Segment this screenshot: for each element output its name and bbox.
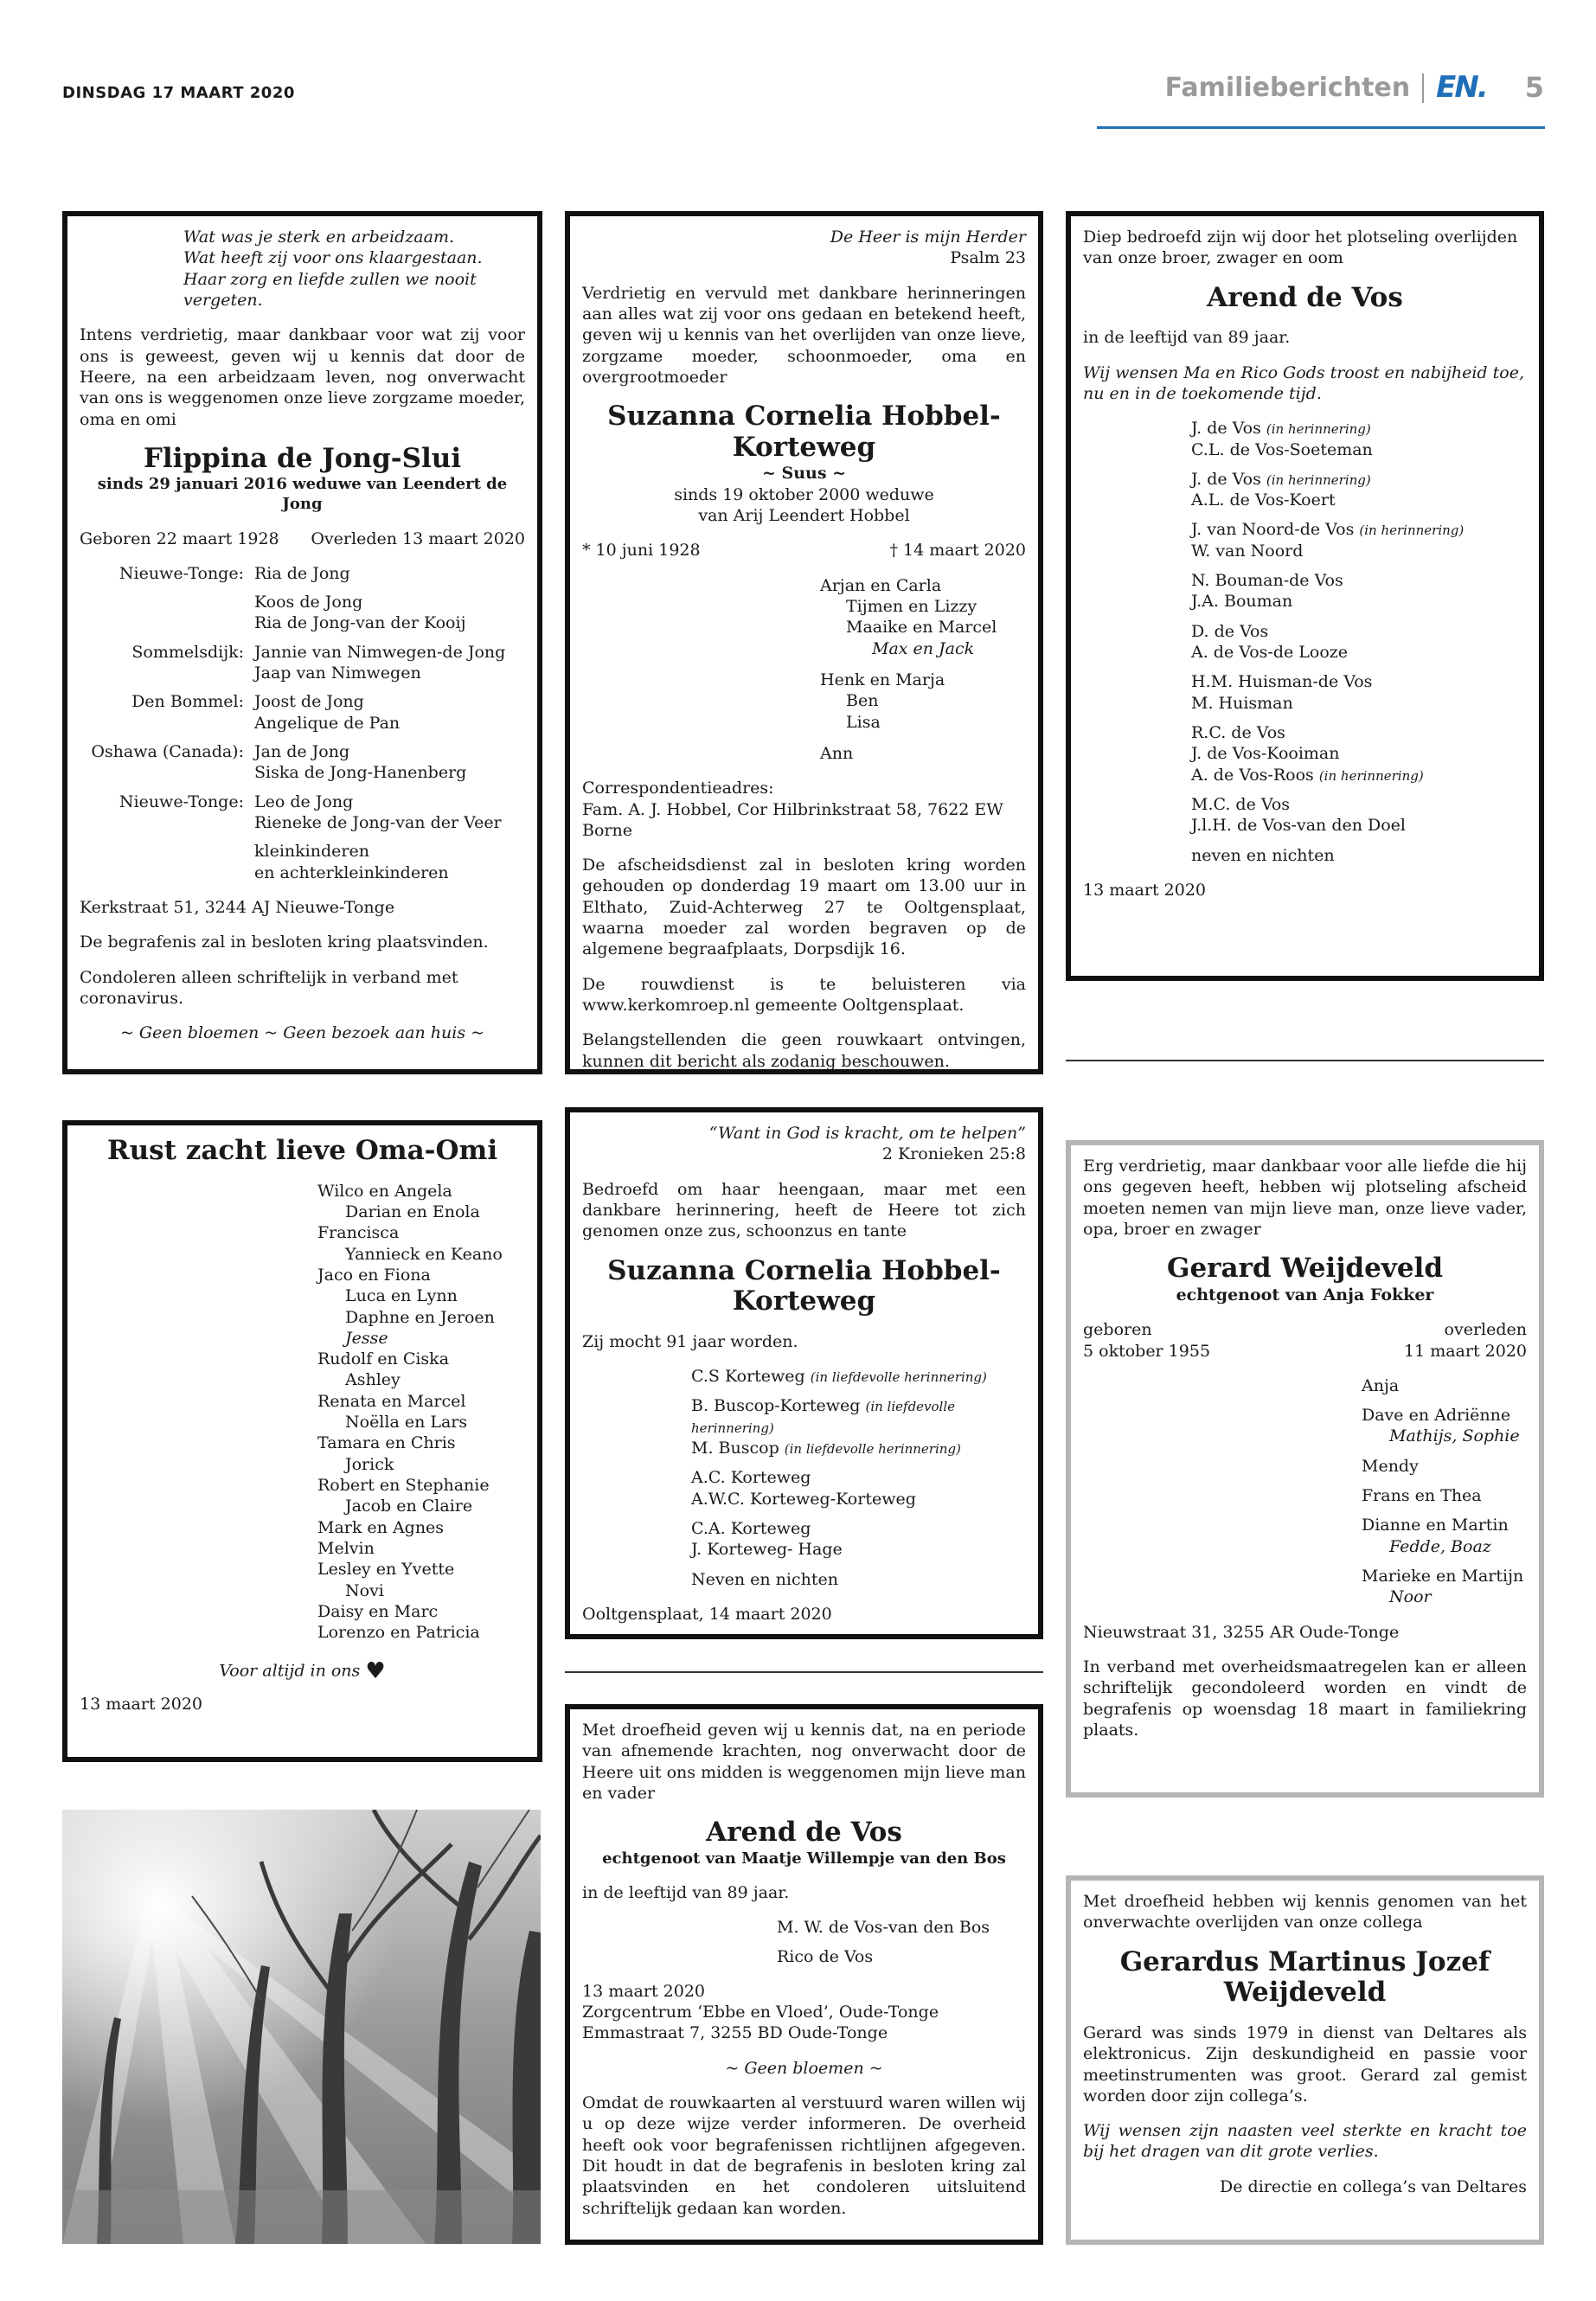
- family-member: Novi: [345, 1580, 384, 1600]
- family-group: [1362, 1515, 1527, 1557]
- age-line: Zij mocht 91 jaar worden.: [582, 1331, 798, 1351]
- closing-line: [80, 1657, 525, 1686]
- family-line: [1191, 519, 1527, 540]
- family-member: Daphne en Jeroen: [345, 1307, 495, 1327]
- family-member: Leo de Jong: [254, 792, 354, 811]
- widow-line: sinds 19 oktober 2000 weduwe: [674, 484, 934, 504]
- funeral-info: De begrafenis zal in besloten kring plaatsvinden.: [80, 933, 489, 952]
- family-member: Fedde, Boaz: [1389, 1536, 1491, 1556]
- family-line: [1191, 418, 1527, 439]
- address-line: Zorgcentrum ‘Ebbe en Vloed’, Oude-Tonge: [582, 2003, 939, 2022]
- intro-text: Bedroefd om haar heengaan, maar met een dankbare herinnering, heeft de Heere tot zich genomen onze zus, schoonzus en tante: [582, 1179, 1026, 1241]
- family-member: Marieke en Martijn: [1362, 1567, 1524, 1586]
- obituary-flippina: [62, 211, 542, 1074]
- family-member: Joost de Jong: [254, 692, 364, 712]
- family-line: [691, 1518, 1026, 1539]
- spouse-line: echtgenoot van Maatje Willempje van den Bos: [602, 1849, 1006, 1868]
- family-member: kleinkinderen: [254, 842, 369, 862]
- family-names: [254, 691, 525, 734]
- family-line: [1191, 642, 1527, 663]
- death-date: Overleden 13 maart 2020: [311, 529, 525, 548]
- deceased-name: [1083, 1947, 1527, 2009]
- family-member: Ria de Jong-van der Kooij: [254, 613, 466, 633]
- family-member: Siska de Jong-Hanenberg: [254, 763, 467, 783]
- family-member: Neven en nichten: [691, 1569, 838, 1589]
- family-member: Jaco en Fiona: [317, 1265, 431, 1285]
- family-member: Arjan en Carla: [820, 575, 942, 595]
- information-note: Omdat de rouwkaarten al verstuurd waren willen wij u op deze wijze verder informeren. De overheid heeft ook voor begrafenissen richtlijnen afgegeven. Dit houdt in dat de begrafenis in besloten kring zal plaatsvinden en het condoleren uitsluitend schriftelijk gedaan kan worden.: [582, 2093, 1026, 2218]
- family-row: [80, 792, 525, 834]
- home-address: Nieuwstraat 31, 3255 AR Oude-Tonge: [1083, 1622, 1400, 1642]
- poem: [80, 227, 525, 311]
- family-member: C.A. Korteweg: [691, 1519, 811, 1539]
- death-date: † 14 maart 2020: [889, 541, 1026, 561]
- page-header: [1165, 69, 1544, 107]
- correspondence-address: Fam. A. J. Hobbel, Cor Hilbrinkstraat 58, 7622 EW Borne: [582, 799, 1003, 840]
- family-line: [1191, 693, 1527, 714]
- family-list: [582, 575, 1026, 765]
- family-line: [1191, 591, 1527, 612]
- family-member: Jaap van Nimwegen: [254, 663, 421, 683]
- family-member: H.M. Huisman-de Vos: [1191, 672, 1373, 692]
- notice-date: 13 maart 2020: [1083, 880, 1206, 900]
- deceased-name: Gerard Weijdeveld: [1166, 1253, 1443, 1285]
- heart-icon: ♥: [365, 1657, 386, 1684]
- family-member: Robert en Stephanie: [317, 1476, 490, 1496]
- obituary-arend-siblings: [1066, 211, 1544, 981]
- family-line: [1191, 490, 1527, 510]
- family-group: [1362, 1485, 1527, 1506]
- signature: M. W. de Vos-van den Bos: [777, 1918, 990, 1938]
- family-member: Mark en Agnes: [317, 1517, 445, 1537]
- family-line: [691, 1569, 1026, 1590]
- family-member: J.A. Bouman: [1191, 592, 1293, 612]
- family-member: M. Huisman: [1191, 693, 1293, 713]
- family-group: [691, 1569, 1026, 1590]
- family-member: en achterkleinkinderen: [254, 862, 449, 882]
- family-member: W. van Noord: [1191, 541, 1304, 561]
- family-member: Lesley en Yvette: [317, 1560, 455, 1580]
- widow-line: sinds 29 januari 2016 weduwe van Leendert de Jong: [97, 475, 508, 514]
- family-member: J. de Vos-Kooiman: [1191, 744, 1340, 764]
- family-member: C.S Korteweg: [691, 1367, 805, 1387]
- family-list: [80, 1181, 525, 1644]
- family-member: J.l.H. de Vos-van den Doel: [1191, 816, 1406, 836]
- family-group: [691, 1467, 1026, 1509]
- family-member: Jesse: [345, 1328, 388, 1348]
- family-member: A.C. Korteweg: [691, 1468, 811, 1488]
- family-list: [1083, 418, 1527, 866]
- family-member: Koos de Jong: [254, 593, 363, 612]
- family-member: Noëlla en Lars: [345, 1413, 468, 1433]
- family-place: Nieuwe-Tonge:: [119, 792, 244, 811]
- death-date: 11 maart 2020: [1404, 1341, 1527, 1361]
- name-line: Weijdeveld: [1223, 1977, 1387, 2009]
- intro-text: Erg verdrietig, maar dankbaar voor alle liefde die hij ons gegeven heeft, hebben wij plotseling afscheid moeten nemen van mijn lieve man, onze lieve vader, opa, broer en zwager: [1083, 1157, 1527, 1239]
- family-line: [1362, 1426, 1527, 1446]
- intro-text: Met droefheid geven wij u kennis dat, na en periode van afnemende krachten, nog onverwacht door de Heere uit ons midden is weggenomen mijn lieve man en vader: [582, 1721, 1026, 1803]
- family-member: Jorick: [345, 1454, 394, 1474]
- family-member: Tijmen en Lizzy: [846, 597, 977, 617]
- family-line: [1191, 815, 1527, 836]
- family-member: Angelique de Pan: [254, 713, 401, 733]
- name-line: Gerardus Martinus Jozef: [1119, 1945, 1490, 1977]
- family-line: [1362, 1375, 1527, 1396]
- family-group: [691, 1366, 1026, 1387]
- family-member: Lorenzo en Patricia: [317, 1623, 480, 1643]
- family-member: J. de Vos: [1191, 419, 1261, 439]
- family-place: Nieuwe-Tonge:: [119, 563, 244, 583]
- notice-date: 13 maart 2020: [80, 1694, 202, 1714]
- family-line: [1191, 621, 1527, 642]
- family-group: [691, 1518, 1026, 1561]
- family-group: [691, 1395, 1026, 1458]
- family-member: Lisa: [846, 712, 881, 732]
- funeral-info: In verband met overheidsmaatregelen kan er alleen schriftelijk gecondoleerd worden en vindt de begrafenis op woensdag 18 maart in familiekring plaats.: [1083, 1657, 1527, 1740]
- family-member: C.L. de Vos-Soeteman: [1191, 439, 1373, 459]
- nickname: ~ Suus ~: [761, 464, 847, 484]
- family-member: [820, 659, 1026, 670]
- family-group: [1362, 1456, 1527, 1477]
- card-note: Belangstellenden die geen rouwkaart ontvingen, kunnen dit bericht als zodanig beschouwen.: [582, 1030, 1026, 1071]
- family-group: [1191, 570, 1527, 612]
- intro-text: Intens verdrietig, maar dankbaar voor wat zij voor ons is geweest, geven wij u kennis dat door de Heere, na een arbeidzaam leven, nog onverwacht van ons is weggenomen onze lieve zorgzame moeder, oma en omi: [80, 325, 525, 429]
- memorial-note: (in herinnering): [1266, 471, 1371, 488]
- family-member: J. van Noord-de Vos: [1191, 520, 1355, 540]
- memorial-note: (in liefdevolle herinnering): [810, 1369, 987, 1386]
- intro-text: Verdrietig en vervuld met dankbare herinneringen aan alles wat zij voor ons gedaan en betekend heeft, geven wij u kennis van het overlijden van onze lieve, zorgzame moeder, schoonmoeder, oma en overgrootmoeder: [582, 283, 1026, 387]
- family-line: [1362, 1485, 1527, 1506]
- family-place: Den Bommel:: [131, 692, 244, 712]
- family-member: Dianne en Martin: [1362, 1516, 1509, 1535]
- family-place: Sommelsdijk:: [131, 642, 244, 662]
- verse-reference: Psalm 23: [950, 248, 1026, 268]
- bible-verse: “Want in God is kracht, om te helpen”: [708, 1124, 1026, 1143]
- poem-line: Haar zorg en liefde zullen we nooit vergeten.: [183, 269, 477, 310]
- family-list: [80, 563, 525, 883]
- family-member: Mathijs, Sophie: [1389, 1426, 1520, 1446]
- family-names: [254, 792, 525, 834]
- page-date: DINSDAG 17 MAART 2020: [62, 84, 295, 102]
- family-group: [1191, 621, 1527, 663]
- correspondence-label: Correspondentieadres:: [582, 779, 774, 798]
- page-number: 5: [1524, 71, 1544, 105]
- home-address: Kerkstraat 51, 3244 AJ Nieuwe-Tonge: [80, 897, 395, 917]
- family-member: Ria de Jong: [254, 563, 350, 583]
- family-line: [1362, 1586, 1527, 1607]
- obituary-gerard-colleagues: [1066, 1875, 1544, 2245]
- tribute-title: Rust zacht lieve Oma-Omi: [106, 1135, 498, 1166]
- family-member: M.C. de Vos: [1191, 794, 1291, 814]
- family-member: J. de Vos: [1191, 469, 1261, 489]
- deceased-name: Flippina de Jong-Slui: [143, 442, 462, 474]
- radio-info: De rouwdienst is te beluisteren via www.kerkomroep.nl gemeente Ooltgensplaat.: [582, 974, 1026, 1016]
- family-row: [80, 642, 525, 684]
- family-member: A.L. de Vos-Koert: [1191, 490, 1336, 510]
- family-member: Daisy en Marc: [317, 1601, 439, 1621]
- family-group: [1191, 469, 1527, 511]
- family-row: [80, 741, 525, 784]
- forest-sunbeams-image: [62, 1810, 541, 2244]
- family-row: [80, 592, 525, 634]
- memorial-note: (in herinnering): [1318, 767, 1424, 784]
- family-member: Yannieck en Keano: [345, 1244, 503, 1264]
- family-member: Max en Jack: [872, 638, 975, 658]
- family-line: [1191, 570, 1527, 591]
- family-member: Ann: [820, 743, 854, 763]
- section-title: Familieberichten: [1164, 72, 1411, 103]
- family-group: [1362, 1566, 1527, 1608]
- deceased-name: Arend de Vos: [706, 1817, 902, 1849]
- family-line: [1362, 1536, 1527, 1557]
- obituary-suzanna-family: [565, 211, 1043, 1074]
- family-line: [1191, 845, 1527, 866]
- memorial-note: (in herinnering): [1266, 421, 1371, 438]
- verse-reference: 2 Kronieken 25:8: [881, 1144, 1026, 1164]
- family-line: [1191, 794, 1527, 815]
- service-info: De afscheidsdienst zal in besloten kring worden gehouden op donderdag 19 maart om 13.00 uur in Elthato, Zuid-Achterweg 27 te Ooltgensplaat, waarna moeder zal worden begraven op de algemene begraafplaats, Dorpsdijk 16.: [582, 856, 1026, 959]
- family-group: [1191, 519, 1527, 561]
- dates-row: [1083, 1319, 1527, 1362]
- family-member: J. Korteweg- Hage: [691, 1540, 843, 1560]
- deceased-name: Suzanna Cornelia Hobbel-Korteweg: [607, 1254, 1001, 1317]
- deceased-name: Suzanna Cornelia Hobbel-Korteweg: [607, 401, 1001, 463]
- death-label: overleden: [1444, 1320, 1527, 1340]
- family-member: Dave en Adriënne: [1362, 1406, 1511, 1426]
- memorial-note: (in herinnering): [1359, 522, 1465, 539]
- intro-text: Met droefheid hebben wij kennis genomen van het onverwachte overlijden van onze collega: [1083, 1892, 1527, 1932]
- family-member: A. de Vos-de Looze: [1191, 643, 1349, 663]
- family-member: A. de Vos-Roos: [1191, 765, 1314, 785]
- deceased-name: Arend de Vos: [1207, 281, 1403, 313]
- spouse-line: echtgenoot van Anja Fokker: [1176, 1285, 1434, 1304]
- closing-text: Voor altijd in ons: [219, 1661, 361, 1681]
- family-line: [1191, 541, 1527, 561]
- address-line: Emmastraat 7, 3255 BD Oude-Tonge: [582, 2023, 888, 2043]
- family-names: [254, 592, 525, 634]
- family-line: [1191, 743, 1527, 764]
- family-line: [1362, 1566, 1527, 1586]
- family-row: [80, 563, 525, 584]
- family-line: [691, 1539, 1026, 1560]
- family-line: [1362, 1405, 1527, 1426]
- family-member: Jannie van Nimwegen-de Jong: [254, 642, 506, 662]
- family-member: A.W.C. Korteweg-Korteweg: [691, 1489, 916, 1509]
- family-line: [691, 1489, 1026, 1509]
- age-line: in de leeftijd van 89 jaar.: [582, 1882, 790, 1902]
- age-line: in de leeftijd van 89 jaar.: [1083, 328, 1291, 348]
- header-rule: [1097, 126, 1545, 129]
- family-group: [1362, 1405, 1527, 1447]
- family-member: Mendy: [1362, 1456, 1419, 1476]
- obituary-arend-wife: [565, 1704, 1043, 2245]
- family-group: [1191, 671, 1527, 714]
- family-place: Oshawa (Canada):: [91, 742, 244, 762]
- family-line: [691, 1395, 1026, 1438]
- family-row: [80, 691, 525, 734]
- family-group: [1191, 418, 1527, 460]
- notice-date: 13 maart 2020: [582, 1981, 705, 2001]
- flowers-note: ~ Geen bloemen ~: [725, 2058, 883, 2078]
- family-line: [691, 1438, 1026, 1458]
- bible-verse: De Heer is mijn Herder: [830, 228, 1026, 247]
- memorial-note: (in liefdevolle herinnering): [691, 1399, 956, 1436]
- wish-text: Wij wensen Ma en Rico Gods troost en nabijheid toe, nu en in de toekomende tijd.: [1083, 362, 1524, 403]
- family-member: Jacob en Claire: [345, 1497, 473, 1516]
- signature: Rico de Vos: [777, 1946, 874, 1966]
- family-row: [80, 841, 525, 883]
- header-divider: [1422, 74, 1424, 103]
- family-group: [1191, 794, 1527, 836]
- obituary-suzanna-siblings: [565, 1107, 1043, 1639]
- widow-line: van Arij Leendert Hobbel: [698, 506, 910, 526]
- family-member: Frans en Thea: [1362, 1486, 1482, 1506]
- family-member: Renata en Marcel: [317, 1391, 466, 1411]
- signature: De directie en collega’s van Deltares: [1220, 2176, 1527, 2196]
- dates-row: [80, 529, 525, 549]
- family-list: [582, 1366, 1026, 1590]
- poem-line: Wat heeft zij voor ons klaargestaan.: [183, 248, 483, 268]
- family-names: [254, 841, 525, 883]
- family-member: [820, 733, 1026, 743]
- place-date: Ooltgensplaat, 14 maart 2020: [582, 1604, 832, 1624]
- family-names: [254, 642, 525, 684]
- family-member: R.C. de Vos: [1191, 722, 1285, 742]
- family-line: [1191, 765, 1527, 785]
- family-place: [80, 841, 244, 883]
- family-member: Tamara en Chris: [317, 1433, 456, 1453]
- family-member: D. de Vos: [1191, 621, 1269, 641]
- family-member: N. Bouman-de Vos: [1191, 571, 1343, 591]
- wish-text: Wij wensen zijn naasten veel sterkte en kracht toe bij het dragen van dit grote verlies.: [1083, 2121, 1527, 2162]
- family-line: [1362, 1456, 1527, 1477]
- family-member: Jan de Jong: [254, 742, 350, 762]
- family-member: B. Buscop-Korteweg: [691, 1396, 861, 1416]
- tribute-text: Gerard was sinds 1979 in dienst van Deltares als elektronicus. Zijn deskundigheid en passie voor meetinstrumenten was groot. Gerard zal gemist worden door zijn collega’s.: [1083, 2022, 1527, 2106]
- family-member: Darian en Enola: [345, 1202, 480, 1221]
- family-member: Noor: [1389, 1587, 1432, 1607]
- memorial-note: (in liefdevolle herinnering): [784, 1441, 961, 1458]
- family-line: [691, 1467, 1026, 1488]
- family-group: [1191, 722, 1527, 785]
- family-group: [1191, 845, 1527, 866]
- family-member: Luca en Lynn: [345, 1286, 458, 1306]
- condolence-info: Condoleren alleen schriftelijk in verband met coronavirus.: [80, 967, 458, 1008]
- footer-note: ~ Geen bloemen ~ Geen bezoek aan huis ~: [119, 1023, 485, 1043]
- family-line: [1191, 469, 1527, 490]
- newspaper-logo: EN.: [1436, 70, 1487, 105]
- obituary-grandchildren: [62, 1120, 542, 1762]
- birth-date: 5 oktober 1955: [1083, 1341, 1211, 1361]
- dates-row: [582, 540, 1026, 561]
- family-place: [80, 592, 244, 634]
- family-names: [254, 563, 525, 584]
- family-member: M. Buscop: [691, 1439, 779, 1458]
- birth-date: * 10 juni 1928: [582, 541, 701, 561]
- family-member: Wilco en Angela: [317, 1181, 452, 1201]
- column-divider: [565, 1671, 1043, 1673]
- family-member: Maaike en Marcel: [846, 618, 997, 638]
- obituary-gerard-family: [1066, 1140, 1544, 1798]
- family-line: [1191, 439, 1527, 460]
- family-member: Ashley: [345, 1370, 401, 1390]
- family-member: Melvin: [317, 1538, 375, 1558]
- family-member: Rieneke de Jong-van der Veer: [254, 812, 502, 832]
- family-member: Henk en Marja: [820, 670, 945, 689]
- family-line: [1191, 671, 1527, 692]
- family-line: [1362, 1515, 1527, 1535]
- family-group: [1362, 1375, 1527, 1396]
- family-line: [691, 1366, 1026, 1387]
- family-member: neven en nichten: [1191, 845, 1335, 865]
- column-divider: [1066, 1060, 1544, 1061]
- intro-text: Diep bedroefd zijn wij door het plotseling overlijden van onze broer, zwager en oom: [1083, 228, 1518, 268]
- family-line: [1191, 722, 1527, 743]
- birth-label: geboren: [1083, 1320, 1152, 1340]
- birth-date: Geboren 22 maart 1928: [80, 529, 279, 548]
- family-member: Francisca: [317, 1223, 400, 1243]
- family-member: Anja: [1362, 1375, 1400, 1395]
- family-list: [1083, 1375, 1527, 1608]
- family-names: [254, 741, 525, 784]
- poem-line: Wat was je sterk en arbeidzaam.: [183, 228, 454, 247]
- family-member: Rudolf en Ciska: [317, 1349, 450, 1369]
- family-member: Ben: [846, 691, 879, 711]
